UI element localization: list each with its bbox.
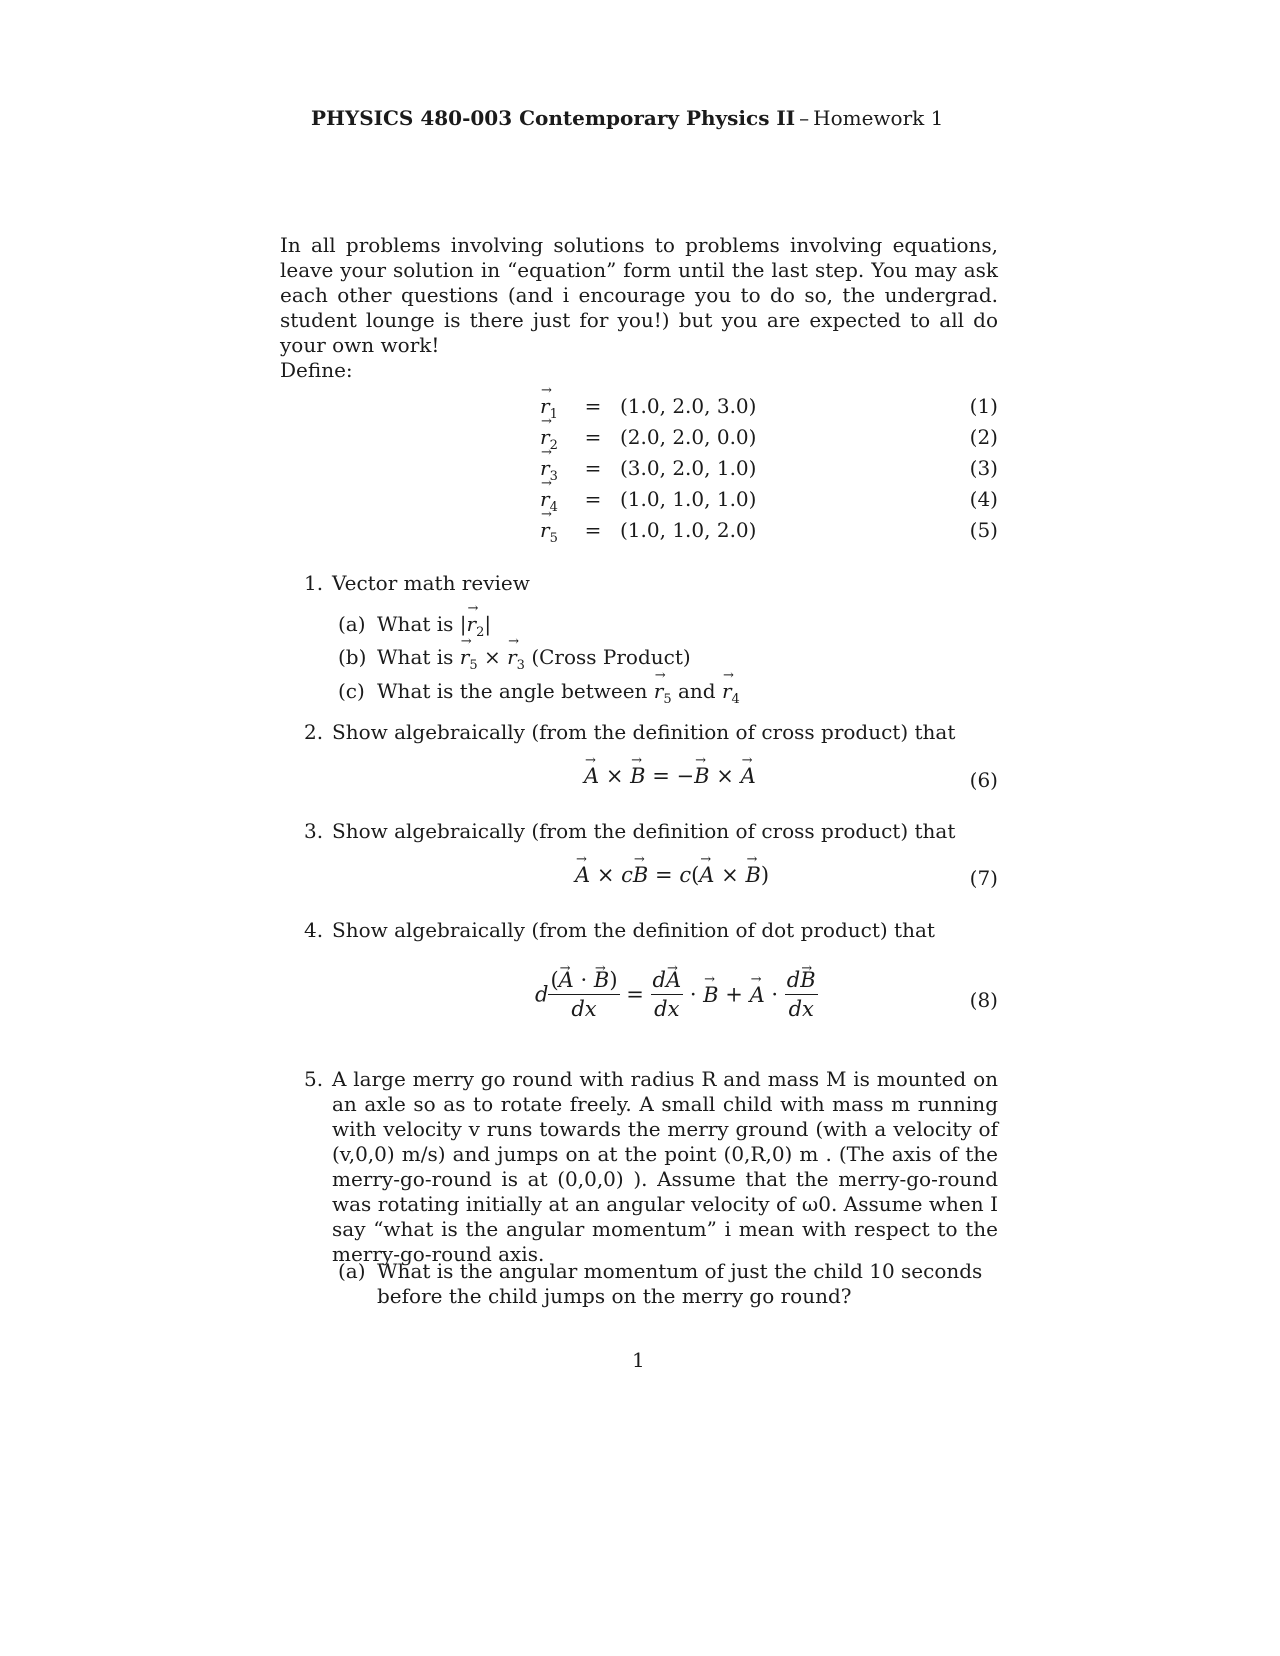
subproblem-label: (b) (338, 645, 367, 669)
assignment-title: Homework 1 (813, 106, 944, 130)
vector-definition-row: → $r_3$ = (3.0, 2.0, 1.0) (3) (0, 456, 1280, 486)
vector-value: (1.0, 1.0, 2.0) (620, 518, 757, 542)
equation-number: (1) (969, 394, 998, 418)
vector-value: (1.0, 1.0, 1.0) (620, 487, 757, 511)
vector-symbol: → r (540, 394, 550, 418)
vector-symbol: → r (540, 518, 550, 542)
header-separator: – (799, 106, 810, 130)
vector-subscript: 4 (549, 500, 558, 515)
subproblem-label: (a) (338, 1259, 366, 1283)
vector-value: (1.0, 2.0, 3.0) (620, 394, 757, 418)
vector-symbol: → r (540, 425, 550, 449)
vector-definition-row: → $r_5$ = (1.0, 1.0, 2.0) (5) (0, 518, 1280, 548)
problem-number: 3. (304, 819, 324, 843)
vector-definition-row: → $r_2$ = (2.0, 2.0, 0.0) (2) (0, 425, 1280, 455)
vector-definition-row: → $r_1$ = (1.0, 2.0, 3.0) (1) (0, 394, 1280, 424)
problem-2-text: Show algebraically (from the definition of cross product) that (332, 720, 956, 744)
problem-1a-text: What is |→ $r_2|$ (377, 612, 491, 640)
page-number: 1 (632, 1348, 645, 1372)
vector-value: (2.0, 2.0, 0.0) (620, 425, 757, 449)
equation-number: (5) (969, 518, 998, 542)
problem-number: 2. (304, 720, 324, 744)
vector-subscript: 5 (549, 531, 558, 546)
vector-definition-row: → $r_4$ = (1.0, 1.0, 1.0) (4) (0, 487, 1280, 517)
vector-subscript: 1 (549, 407, 558, 422)
vector-symbol: → r (540, 487, 550, 511)
problem-1b-suffix: (Cross Product) (531, 645, 691, 669)
equation-8: d $\frac{(\to A \cdot \to B)}{dx}$ = $\frac{d\to A}{dx}$ · → B + → A · $\frac{d\to B}{dx}$ (535, 966, 818, 1023)
problem-1-title: Vector math review (332, 571, 530, 595)
problem-4-text: Show algebraically (from the definition of dot product) that (332, 918, 935, 942)
equation-number: (2) (969, 425, 998, 449)
problem-1b-prompt: What is (377, 645, 454, 669)
equation-number: (8) (969, 988, 998, 1012)
vector-symbol: → r (540, 456, 550, 480)
subproblem-label: (a) (338, 612, 366, 636)
vector-value: (3.0, 2.0, 1.0) (620, 456, 757, 480)
problem-1c-prompt: What is the angle between (377, 679, 648, 703)
intro-paragraph: In all problems involving solutions to problems involving equations, leave your solution in “equation” form until the last step. You may ask each other questions (and i encourage you to do so, the undergrad. student lounge is there just for you!) but you are expected to all do your own work! (280, 233, 998, 357)
problem-1c-conjunction: and (678, 679, 716, 703)
course-title: PHYSICS 480-003 Contemporary Physics II (311, 106, 796, 130)
document-header (311, 106, 943, 130)
problem-1b-text: What is → $r_5$ × → $r_3$ (Cross Product) (377, 645, 691, 673)
problem-5-text: A large merry go round with radius R and mass M is mounted on an axle so as to rotate freely. A small child with mass m running with velocity v runs towards the merry ground (with a velocity of (v,0,0) m/s) and jumps on at the point (0,R,0) m . (The axis of the merry-go-round is at (0,0,0) ). Assume that the merry-go-round was rotating initially at an angular velocity of ω0. Assume when I say “what is the angular momentum” i mean with respect to the merry-go-round axis. (332, 1067, 998, 1266)
vector-subscript: 3 (549, 469, 558, 484)
vector-subscript: 2 (549, 438, 558, 453)
subproblem-label: (c) (338, 679, 365, 703)
define-label: Define: (280, 358, 353, 382)
equation-number: (6) (969, 768, 998, 792)
equation-number: (7) (969, 866, 998, 890)
problem-number: 5. (304, 1067, 324, 1091)
equation-7: → A × c→ B = c(→ A × → B) (575, 863, 769, 887)
problem-number: 4. (304, 918, 324, 942)
equation-number: (4) (969, 487, 998, 511)
equation-6: → A × → B = −→ B × → A (584, 764, 756, 788)
problem-1c-text: What is the angle between → $r_5$ and → $r_4$ (377, 679, 740, 707)
problem-1a-prompt: What is (377, 612, 454, 636)
problem-3-text: Show algebraically (from the definition of cross product) that (332, 819, 956, 843)
equation-number: (3) (969, 456, 998, 480)
problem-number: 1. (304, 571, 324, 595)
problem-5a-text: What is the angular momentum of just the child 10 seconds before the child jumps on the merry go round? (377, 1259, 983, 1308)
